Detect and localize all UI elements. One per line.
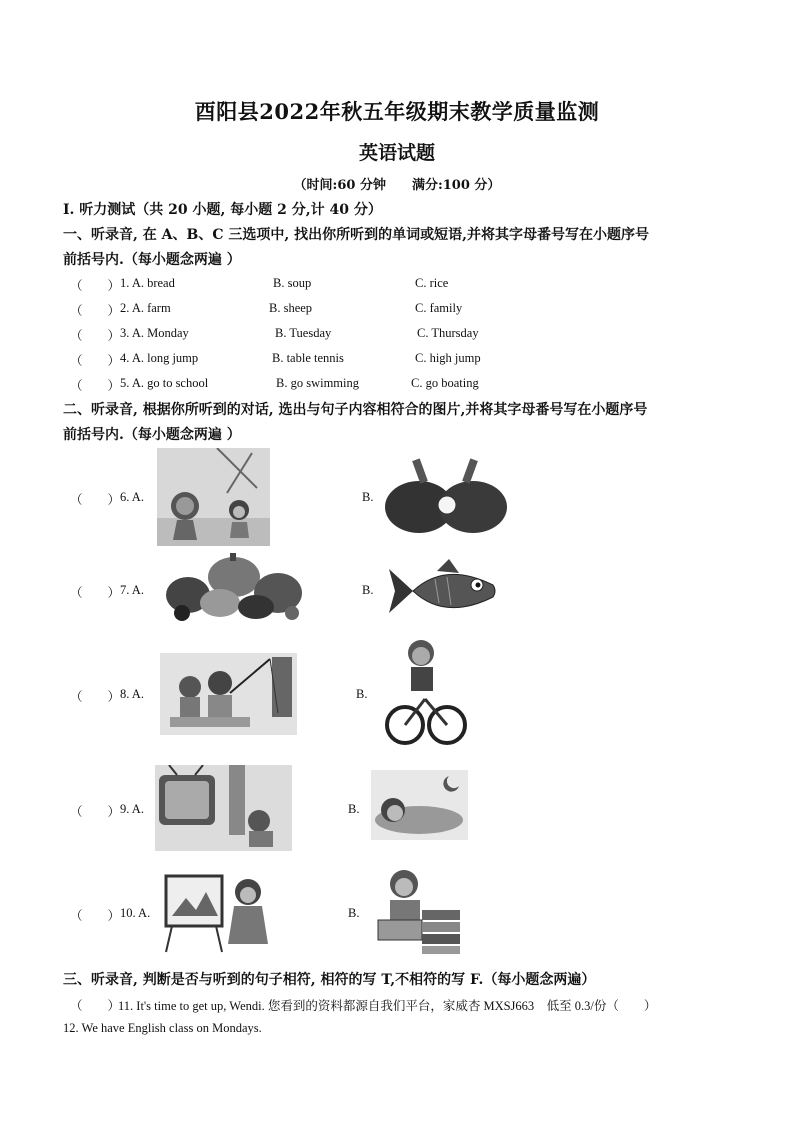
- answer-paren: （ ）: [70, 279, 121, 293]
- question-12: 12. We have English class on Mondays.: [63, 1021, 262, 1035]
- answer-paren: （ ）: [70, 354, 121, 368]
- question-label: 10. A.: [120, 906, 151, 920]
- option-b: B. table tennis: [272, 351, 344, 365]
- section1-instruction-cont: 前括号内.（每小题念两遍 ）: [63, 252, 241, 268]
- question-label: 7. A.: [120, 583, 144, 597]
- question-number: 3. A. Monday: [120, 326, 189, 340]
- option-c: C. Thursday: [417, 326, 479, 340]
- vegetables-picture: [160, 551, 305, 623]
- question-label: 6. A.: [120, 490, 144, 504]
- answer-paren: （ ）: [70, 586, 121, 600]
- answer-paren: （ ）: [70, 379, 121, 393]
- option-c: C. rice: [415, 276, 449, 290]
- question-11: 11. It's time to get up, Wendi. 您看到的资料都源自我们平台，家威杏 MXSJ663 低至 0.3/份（ ）: [118, 999, 657, 1013]
- answer-paren: （ ）: [70, 304, 121, 318]
- option-b-label: B.: [356, 687, 368, 701]
- question-number: 2. A. farm: [120, 301, 171, 315]
- section2-instruction-cont: 前括号内.（每小题念两遍 ）: [63, 427, 241, 443]
- watching-tv-picture: [155, 765, 292, 851]
- fishing-picture: [160, 653, 297, 735]
- answer-paren: （ ）: [70, 690, 121, 704]
- option-b: B. go swimming: [276, 376, 359, 390]
- question-number: 5. A. go to school: [120, 376, 209, 390]
- question-label: 8. A.: [120, 687, 144, 701]
- option-b-label: B.: [362, 490, 374, 504]
- reading-books-picture: [370, 866, 463, 956]
- answer-paren: （ ）: [70, 999, 121, 1013]
- exam-title: 酉阳县2022年秋五年级期末教学质量监测: [194, 99, 600, 124]
- answer-paren: （ ）: [70, 329, 121, 343]
- fish-picture: [385, 557, 505, 624]
- question-number: 1. A. bread: [120, 276, 175, 290]
- table-tennis-picture: [381, 455, 509, 540]
- sleeping-picture: [371, 770, 468, 840]
- option-b: B. soup: [273, 276, 312, 290]
- option-c: C. family: [415, 301, 463, 315]
- option-c: C. high jump: [415, 351, 481, 365]
- exam-info: （时间:60 分钟 满分:100 分）: [293, 178, 501, 193]
- question-label: 9. A.: [120, 802, 144, 816]
- answer-paren: （ ）: [70, 805, 121, 819]
- option-b: B. sheep: [269, 301, 313, 315]
- answer-paren: （ ）: [70, 493, 121, 507]
- drawing-picture: [160, 872, 279, 954]
- kids-playing-picture: [157, 448, 270, 546]
- option-b-label: B.: [362, 583, 374, 597]
- question-number: 4. A. long jump: [120, 351, 199, 365]
- part1-heading: I. 听力测试（共 20 小题, 每小题 2 分,计 40 分）: [63, 202, 382, 218]
- answer-paren: （ ）: [70, 909, 121, 923]
- option-b: B. Tuesday: [275, 326, 332, 340]
- cycling-picture: [383, 637, 467, 750]
- option-b-label: B.: [348, 802, 360, 816]
- section1-instruction: 一、听录音, 在 A、B、C 三选项中, 找出你所听到的单词或短语,并将其字母番号写在小题序号: [63, 227, 649, 243]
- section2-instruction: 二、听录音, 根据你所听到的对话, 选出与句子内容相符合的图片,并将其字母番号写在小题序号: [63, 402, 648, 418]
- exam-subtitle: 英语试题: [358, 142, 435, 164]
- option-c: C. go boating: [411, 376, 479, 390]
- section3-instruction: 三、听录音, 判断是否与听到的句子相符, 相符的写 T,不相符的写 F.（每小题念两遍）: [63, 972, 596, 988]
- option-b-label: B.: [348, 906, 360, 920]
